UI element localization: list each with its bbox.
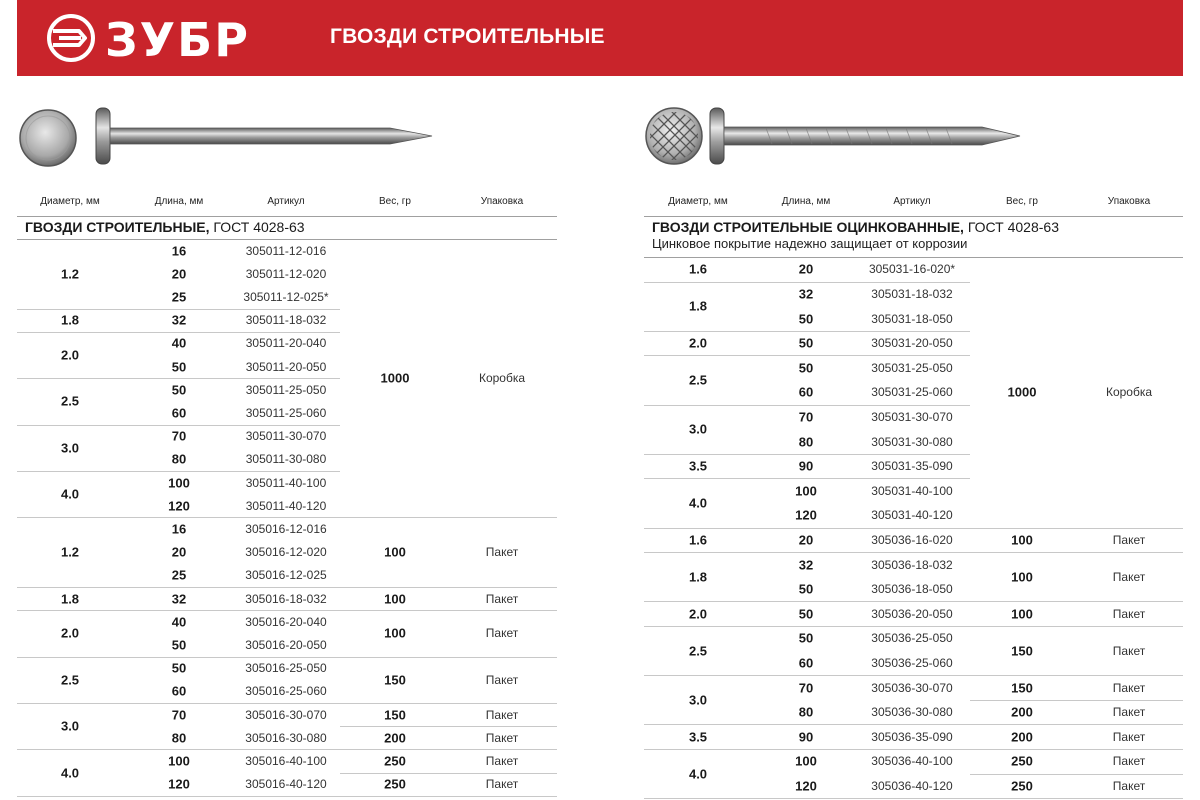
diameter-cell: 1.2	[60, 544, 80, 560]
row-divider	[17, 425, 340, 426]
row-divider	[340, 749, 557, 750]
section-title-standard: ГОСТ 4028-63	[963, 219, 1059, 235]
length-cell: 50	[171, 382, 187, 398]
row-divider	[340, 610, 557, 611]
diameter-cell: 1.8	[688, 298, 708, 314]
article-cell: 305016-12-016	[245, 522, 327, 536]
length-cell: 50	[171, 637, 187, 653]
article-cell: 305011-30-070	[245, 429, 327, 444]
weight-cell: 100	[384, 625, 406, 641]
section-title-bold: ГВОЗДИ СТРОИТЕЛЬНЫЕ ОЦИНКОВАННЫЕ,	[652, 219, 964, 235]
row-divider	[17, 610, 340, 611]
row-divider	[970, 700, 1183, 701]
diameter-cell: 1.2	[60, 266, 80, 282]
length-cell: 70	[171, 707, 187, 723]
article-cell: 305011-40-100	[245, 475, 327, 490]
nail-head-knurled-image	[644, 106, 704, 166]
row-divider	[17, 216, 557, 217]
length-cell: 100	[795, 753, 817, 769]
diameter-cell: 2.5	[60, 393, 80, 409]
diameter-cell: 3.5	[688, 729, 708, 745]
row-divider	[17, 239, 557, 240]
article-cell: 305016-25-050	[245, 661, 327, 676]
package-cell: Пакет	[485, 730, 519, 745]
row-divider	[340, 657, 557, 658]
row-divider	[970, 724, 1183, 725]
weight-cell: 100	[1011, 569, 1033, 585]
length-cell: 120	[795, 778, 817, 794]
package-cell: Пакет	[1112, 569, 1146, 584]
package-cell: Пакет	[485, 777, 519, 792]
weight-cell: 100	[1011, 532, 1033, 548]
nail-head-smooth-image	[18, 108, 78, 168]
article-cell: 305016-30-080	[245, 730, 327, 745]
column-header: Вес, гр	[1006, 196, 1038, 207]
row-divider	[970, 626, 1183, 627]
diameter-cell: 2.5	[688, 372, 708, 388]
length-cell: 60	[171, 405, 187, 421]
article-cell: 305011-18-032	[245, 313, 327, 328]
package-cell: Пакет	[1112, 705, 1146, 720]
row-divider	[970, 675, 1183, 676]
row-divider	[970, 552, 1183, 553]
diameter-cell: 1.6	[688, 532, 708, 548]
length-cell: 90	[798, 458, 814, 474]
diameter-cell: 3.0	[60, 718, 80, 734]
article-cell: 305016-12-020	[245, 545, 327, 560]
length-cell: 80	[798, 704, 814, 720]
length-cell: 80	[798, 434, 814, 449]
article-cell: 305011-12-016	[245, 243, 327, 258]
article-cell: 305031-16-020*	[868, 262, 956, 277]
length-cell: 120	[168, 498, 190, 514]
row-divider	[644, 601, 970, 602]
package-cell: Пакет	[1112, 680, 1146, 695]
column-header: Диаметр, мм	[668, 196, 728, 207]
row-divider	[644, 724, 970, 725]
row-divider	[17, 657, 340, 658]
length-cell: 100	[168, 753, 190, 769]
row-divider	[644, 675, 970, 676]
weight-cell: 200	[1011, 704, 1033, 720]
diameter-cell: 4.0	[688, 495, 708, 511]
length-cell: 25	[171, 289, 187, 305]
row-divider	[644, 798, 970, 799]
row-divider	[340, 726, 557, 727]
column-header: Упаковка	[480, 196, 524, 207]
length-cell: 50	[798, 581, 814, 597]
article-cell: 305011-20-050	[245, 359, 327, 374]
row-divider	[17, 796, 340, 797]
svg-text:ЗУБР: ЗУБР	[105, 13, 250, 64]
weight-cell: 100	[1011, 606, 1033, 622]
row-divider	[340, 773, 557, 774]
article-cell: 305031-18-050	[871, 311, 953, 326]
package-cell: Пакет	[485, 626, 519, 641]
row-divider	[644, 355, 970, 356]
diameter-cell: 3.5	[688, 458, 708, 474]
weight-cell: 250	[1011, 753, 1033, 769]
length-cell: 120	[795, 507, 817, 523]
length-cell: 50	[798, 630, 814, 646]
package-cell: Пакет	[1112, 532, 1146, 547]
article-cell: 305011-20-040	[245, 336, 327, 351]
article-cell: 305016-12-025	[245, 568, 327, 583]
article-cell: 305011-30-080	[245, 452, 327, 467]
diameter-cell: 4.0	[688, 766, 708, 782]
article-cell: 305036-30-070	[871, 680, 953, 695]
article-cell: 305036-30-080	[871, 705, 953, 720]
article-cell: 305016-40-100	[245, 754, 327, 768]
article-cell: 305016-40-120	[245, 777, 327, 792]
row-divider	[644, 282, 970, 283]
article-cell: 305011-12-025*	[243, 290, 329, 304]
package-cell: Пакет	[1112, 754, 1146, 769]
row-divider	[644, 454, 970, 455]
page-title: ГВОЗДИ СТРОИТЕЛЬНЫЕ	[330, 25, 605, 48]
row-divider	[970, 749, 1183, 750]
diameter-cell: 4.0	[60, 486, 80, 502]
article-cell: 305031-40-100	[871, 483, 953, 498]
article-cell: 305036-18-050	[871, 582, 953, 597]
row-divider	[17, 703, 340, 704]
nail-side-smooth-image	[90, 104, 440, 168]
length-cell: 40	[171, 335, 187, 351]
length-cell: 50	[171, 660, 187, 676]
article-cell: 305011-12-020	[245, 266, 327, 281]
diameter-cell: 3.0	[688, 421, 708, 437]
length-cell: 100	[168, 475, 190, 491]
length-cell: 20	[171, 544, 187, 560]
nail-side-knurled-image	[706, 104, 1026, 168]
article-cell: 305036-25-060	[871, 655, 953, 670]
length-cell: 32	[798, 557, 814, 572]
package-cell: Пакет	[485, 672, 519, 687]
article-cell: 305011-25-050	[245, 382, 327, 397]
column-header: Вес, гр	[379, 196, 411, 207]
row-divider	[644, 405, 970, 406]
article-cell: 305031-30-080	[871, 434, 953, 449]
left-section-title	[25, 219, 305, 235]
article-cell: 305031-40-120	[871, 508, 953, 523]
article-cell: 305016-20-050	[245, 638, 327, 652]
row-divider	[17, 309, 340, 310]
article-cell: 305036-20-050	[871, 606, 953, 621]
article-cell: 305031-30-070	[871, 409, 953, 424]
column-header: Артикул	[893, 196, 931, 207]
package-cell: Пакет	[1112, 606, 1146, 621]
diameter-cell: 2.0	[60, 347, 80, 363]
weight-cell: 200	[384, 730, 406, 746]
diameter-cell: 3.0	[60, 440, 80, 456]
article-cell: 305016-18-032	[245, 591, 327, 606]
article-cell: 305031-18-032	[871, 286, 953, 301]
article-cell: 305016-30-070	[245, 707, 327, 722]
article-cell: 305031-35-090	[871, 459, 953, 474]
row-divider	[644, 528, 970, 529]
article-cell: 305016-20-040	[245, 614, 327, 629]
row-divider	[644, 749, 970, 750]
length-cell: 25	[171, 567, 187, 583]
article-cell: 305031-25-060	[871, 385, 953, 400]
weight-cell: 150	[1011, 680, 1033, 695]
row-divider	[644, 331, 970, 332]
package-cell: Коробка	[1105, 385, 1153, 400]
length-cell: 50	[798, 606, 814, 622]
length-cell: 32	[798, 286, 814, 302]
length-cell: 60	[798, 384, 814, 400]
length-cell: 80	[171, 730, 187, 746]
header-banner	[17, 0, 1183, 76]
diameter-cell: 2.0	[60, 625, 80, 641]
weight-cell: 1000	[380, 370, 410, 386]
column-header: Диаметр, мм	[40, 196, 100, 207]
article-cell: 305036-16-020	[871, 532, 953, 547]
row-divider	[970, 798, 1183, 799]
diameter-cell: 4.0	[60, 765, 80, 781]
weight-cell: 1000	[1007, 384, 1037, 400]
length-cell: 32	[171, 312, 187, 328]
row-divider	[17, 587, 340, 588]
length-cell: 60	[171, 683, 187, 699]
column-header: Длина, мм	[154, 196, 204, 207]
right-section-title	[652, 219, 1059, 235]
row-divider	[340, 517, 557, 518]
diameter-cell: 1.8	[60, 591, 80, 607]
article-cell: 305036-40-120	[871, 778, 953, 793]
package-cell: Пакет	[1112, 643, 1146, 658]
article-cell: 305016-25-060	[245, 684, 327, 699]
length-cell: 70	[798, 409, 814, 425]
length-cell: 16	[171, 243, 187, 259]
length-cell: 100	[795, 483, 817, 499]
diameter-cell: 3.0	[688, 692, 708, 708]
length-cell: 120	[168, 776, 190, 792]
row-divider	[340, 796, 557, 797]
package-cell: Коробка	[478, 371, 526, 386]
row-divider	[644, 626, 970, 627]
section-title-bold: ГВОЗДИ СТРОИТЕЛЬНЫЕ,	[25, 219, 210, 235]
row-divider	[340, 587, 557, 588]
diameter-cell: 2.0	[688, 606, 708, 622]
row-divider	[970, 601, 1183, 602]
package-cell: Пакет	[1112, 778, 1146, 793]
length-cell: 32	[171, 591, 187, 607]
length-cell: 50	[798, 311, 814, 326]
weight-cell: 150	[384, 707, 406, 723]
article-cell: 305031-25-050	[871, 360, 953, 375]
length-cell: 20	[798, 261, 814, 277]
article-cell: 305036-25-050	[871, 631, 953, 646]
length-cell: 50	[798, 335, 814, 351]
weight-cell: 150	[384, 672, 406, 688]
row-divider	[17, 517, 340, 518]
length-cell: 20	[798, 532, 814, 548]
row-divider	[970, 528, 1183, 529]
diameter-cell: 1.8	[688, 569, 708, 585]
diameter-cell: 2.5	[688, 643, 708, 659]
package-cell: Пакет	[485, 754, 519, 768]
right-section-subtitle: Цинковое покрытие надежно защищает от коррозии	[652, 236, 968, 251]
column-header: Упаковка	[1107, 196, 1151, 207]
package-cell: Пакет	[485, 707, 519, 722]
package-cell: Пакет	[485, 545, 519, 560]
article-cell: 305011-40-120	[245, 498, 327, 513]
diameter-cell: 1.8	[60, 312, 80, 328]
column-header: Артикул	[267, 196, 305, 207]
diameter-cell: 2.5	[60, 672, 80, 688]
row-divider	[644, 216, 1183, 217]
length-cell: 80	[171, 451, 187, 467]
row-divider	[970, 774, 1183, 775]
row-divider	[644, 257, 1183, 258]
brand-logo	[45, 12, 295, 64]
row-divider	[17, 378, 340, 379]
article-cell: 305011-25-060	[245, 406, 327, 420]
article-cell: 305031-20-050	[871, 336, 953, 351]
section-title-standard: ГОСТ 4028-63	[209, 219, 305, 235]
article-cell: 305036-35-090	[871, 729, 953, 744]
article-cell: 305036-18-032	[871, 557, 953, 572]
row-divider	[644, 478, 970, 479]
row-divider	[17, 749, 340, 750]
package-cell: Пакет	[1112, 729, 1146, 744]
weight-cell: 250	[1011, 778, 1033, 794]
length-cell: 90	[798, 729, 814, 745]
length-cell: 40	[171, 614, 187, 630]
article-cell: 305036-40-100	[871, 754, 953, 769]
diameter-cell: 2.0	[688, 335, 708, 351]
length-cell: 16	[171, 521, 187, 537]
diameter-cell: 1.6	[688, 261, 708, 277]
length-cell: 50	[171, 359, 187, 375]
column-header: Длина, мм	[781, 196, 831, 207]
length-cell: 70	[798, 680, 814, 695]
length-cell: 50	[798, 360, 814, 376]
weight-cell: 200	[1011, 729, 1033, 745]
weight-cell: 150	[1011, 643, 1033, 659]
weight-cell: 250	[384, 776, 406, 792]
row-divider	[17, 332, 340, 333]
row-divider	[644, 552, 970, 553]
row-divider	[340, 703, 557, 704]
length-cell: 20	[171, 266, 187, 282]
row-divider	[17, 471, 340, 472]
length-cell: 60	[798, 655, 814, 671]
weight-cell: 100	[384, 591, 406, 607]
weight-cell: 250	[384, 753, 406, 769]
length-cell: 70	[171, 428, 187, 444]
package-cell: Пакет	[485, 591, 519, 606]
weight-cell: 100	[384, 544, 406, 560]
